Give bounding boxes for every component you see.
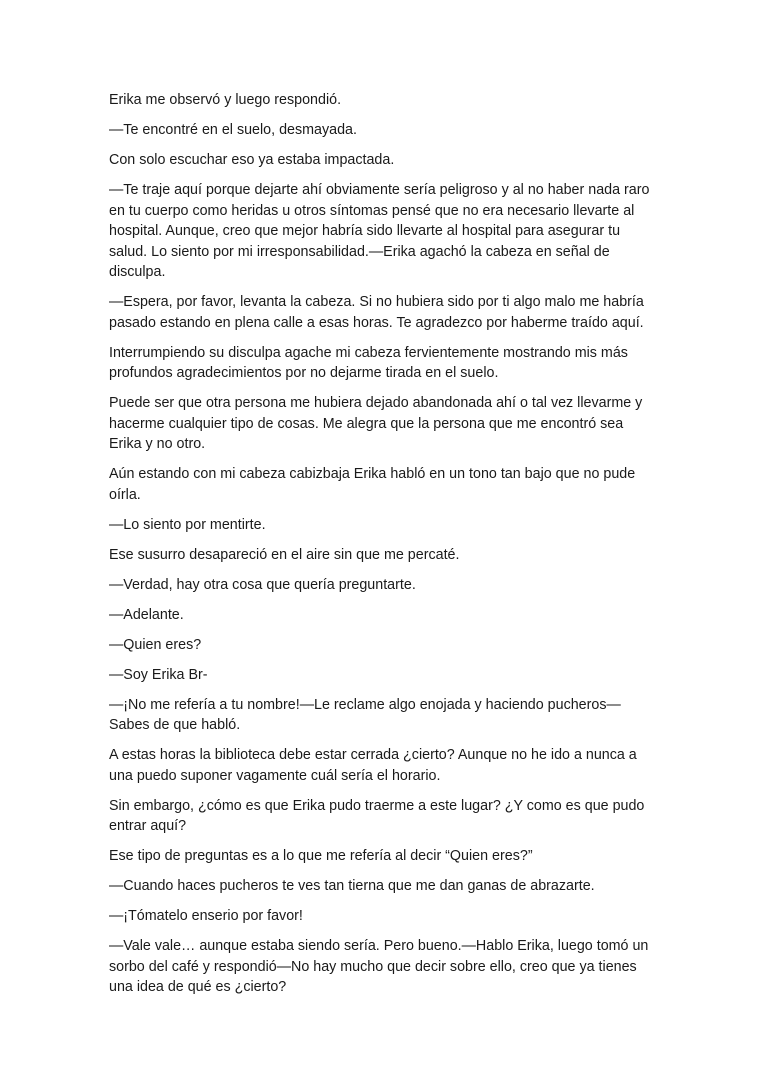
paragraph: Erika me observó y luego respondió. [109, 92, 342, 108]
paragraph: Puede ser que otra persona me hubiera dejado abandonada ahí o tal vez llevarme y hacerme cualquier tipo de cosas. Me alegra que la persona que me encontró sea Erika y no otro. [109, 395, 643, 452]
document-body [109, 90, 657, 1007]
paragraph: Sin embargo, ¿cómo es que Erika pudo traerme a este lugar? ¿Y como es que pudo entrar aquí? [109, 797, 645, 834]
paragraph: —¡No me refería a tu nombre!—Le reclame algo enojada y haciendo pucheros—Sabes de que habló. [109, 696, 621, 733]
paragraph: —Quien eres? [109, 636, 202, 653]
paragraph: —Verdad, hay otra cosa que quería preguntarte. [109, 576, 416, 593]
paragraph: Interrumpiendo su disculpa agache mi cabeza fervientemente mostrando mis más profundos agradecimientos por no dejarme tirada en el suelo. [109, 344, 628, 381]
paragraph: —Cuando haces pucheros te ves tan tierna que me dan ganas de abrazarte. [109, 878, 595, 894]
paragraph: —Vale vale… aunque estaba siendo sería. Pero bueno.—Hablo Erika, luego tomó un sorbo del café y respondió—No hay mucho que decir sobre ello, creo que ya tienes una idea de qué es ¿cierto? [109, 938, 649, 995]
paragraph: Con solo escuchar eso ya estaba impactada. [109, 152, 395, 168]
paragraph: Ese susurro desapareció en el aire sin que me percaté. [109, 546, 460, 563]
paragraph: Ese tipo de preguntas es a lo que me refería al decir “Quien eres?” [109, 848, 533, 864]
paragraph: —Adelante. [109, 606, 184, 623]
paragraph: A estas horas la biblioteca debe estar cerrada ¿cierto? Aunque no he ido a nunca a una puedo suponer vagamente cuál sería el horario. [109, 747, 637, 784]
paragraph: —Te encontré en el suelo, desmayada. [109, 122, 357, 138]
paragraph: —Te traje aquí porque dejarte ahí obviamente sería peligroso y al no haber nada raro en tu cuerpo como heridas u otros síntomas pensé que no era necesario llevarte al hospital. Aunque, creo que mejor habría sido llevarte al hospital para asegurar tu salud. Lo siento por mi irresponsabilidad.—Erika agachó la cabeza en señal de disculpa. [109, 182, 650, 280]
paragraph: —Soy Erika Br- [109, 666, 208, 683]
paragraph: —Lo siento por mentirte. [109, 516, 266, 533]
paragraph: Aún estando con mi cabeza cabizbaja Erika habló en un tono tan bajo que no pude oírla. [109, 466, 636, 503]
paragraph: —¡Tómatelo enserio por favor! [109, 908, 303, 924]
paragraph: —Espera, por favor, levanta la cabeza. Si no hubiera sido por ti algo malo me habría pasado estando en plena calle a esas horas. Te agradezco por haberme traído aquí. [109, 294, 644, 331]
